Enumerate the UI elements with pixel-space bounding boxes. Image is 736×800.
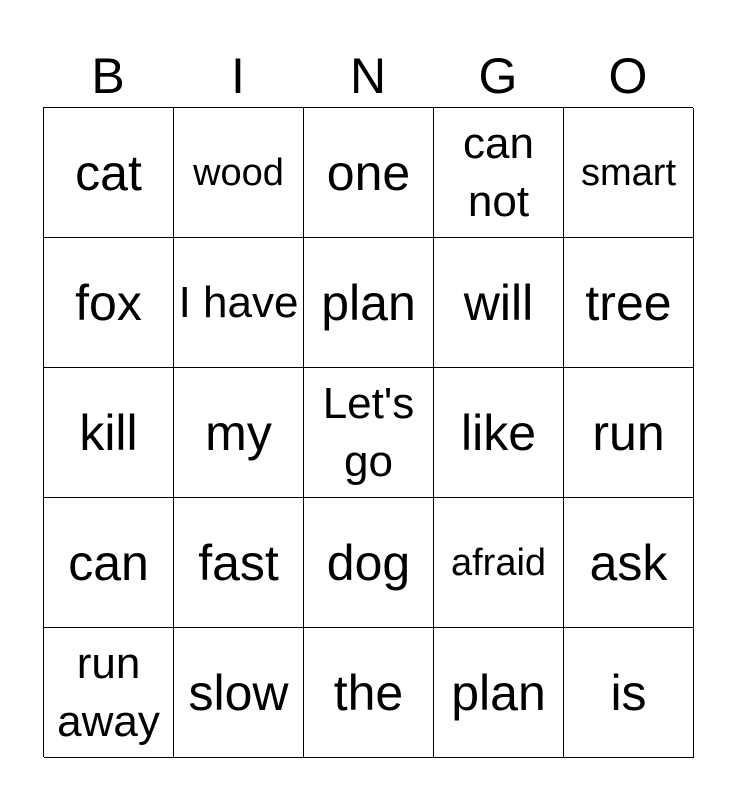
cell-word: plan [451, 664, 546, 721]
bingo-cell[interactable] [44, 368, 174, 498]
cell-word: the [333, 664, 404, 721]
cell-word: fast [198, 534, 279, 591]
cell-word: run [592, 404, 665, 461]
cell-word: one [326, 144, 411, 201]
bingo-cell[interactable] [434, 368, 564, 498]
bingo-cell[interactable] [174, 108, 304, 238]
cell-word: cat [75, 144, 142, 201]
bingo-cell[interactable] [304, 108, 434, 238]
cell-word: Let's go [322, 378, 415, 486]
cell-word: wood [193, 151, 284, 194]
bingo-cell[interactable] [434, 498, 564, 628]
cell-word: can [68, 534, 149, 591]
bingo-cell[interactable] [564, 628, 694, 758]
header-letter-n: N [349, 48, 387, 104]
bingo-cell[interactable] [44, 628, 174, 758]
cell-word: smart [581, 151, 676, 194]
bingo-cell[interactable] [434, 238, 564, 368]
bingo-cell[interactable] [174, 498, 304, 628]
cell-word: kill [79, 404, 138, 461]
cell-word: fox [75, 274, 142, 331]
bingo-cell[interactable] [564, 498, 694, 628]
bingo-cell[interactable] [174, 628, 304, 758]
cell-word: my [205, 404, 272, 461]
cell-word: like [460, 404, 537, 461]
cell-word: run away [57, 638, 160, 746]
bingo-cell[interactable] [304, 368, 434, 498]
header-letter-b: B [91, 48, 125, 104]
cell-word: slow [188, 664, 289, 721]
cell-word: is [610, 664, 647, 721]
cell-word: ask [589, 534, 668, 591]
cell-word: I have [178, 277, 299, 327]
cell-word: afraid [450, 541, 547, 584]
cell-word: can not [463, 118, 534, 226]
bingo-cell[interactable] [304, 498, 434, 628]
bingo-cell[interactable] [44, 498, 174, 628]
cell-word: tree [585, 274, 672, 331]
header-letter-o: O [608, 48, 648, 104]
cell-word: will [463, 274, 534, 331]
cell-word: plan [321, 274, 416, 331]
bingo-cell[interactable] [564, 238, 694, 368]
bingo-cell[interactable] [44, 238, 174, 368]
bingo-cell[interactable] [564, 368, 694, 498]
header-letter-i: I [231, 48, 245, 104]
bingo-cell[interactable] [434, 628, 564, 758]
bingo-cell[interactable] [304, 628, 434, 758]
bingo-cell[interactable] [434, 108, 564, 238]
cell-word: dog [326, 534, 411, 591]
bingo-header [43, 48, 693, 104]
bingo-cell[interactable] [564, 108, 694, 238]
bingo-cell[interactable] [44, 108, 174, 238]
bingo-board [43, 107, 693, 757]
bingo-cell[interactable] [304, 238, 434, 368]
bingo-cell[interactable] [174, 368, 304, 498]
header-letter-g: G [478, 48, 518, 104]
bingo-cell[interactable] [174, 238, 304, 368]
